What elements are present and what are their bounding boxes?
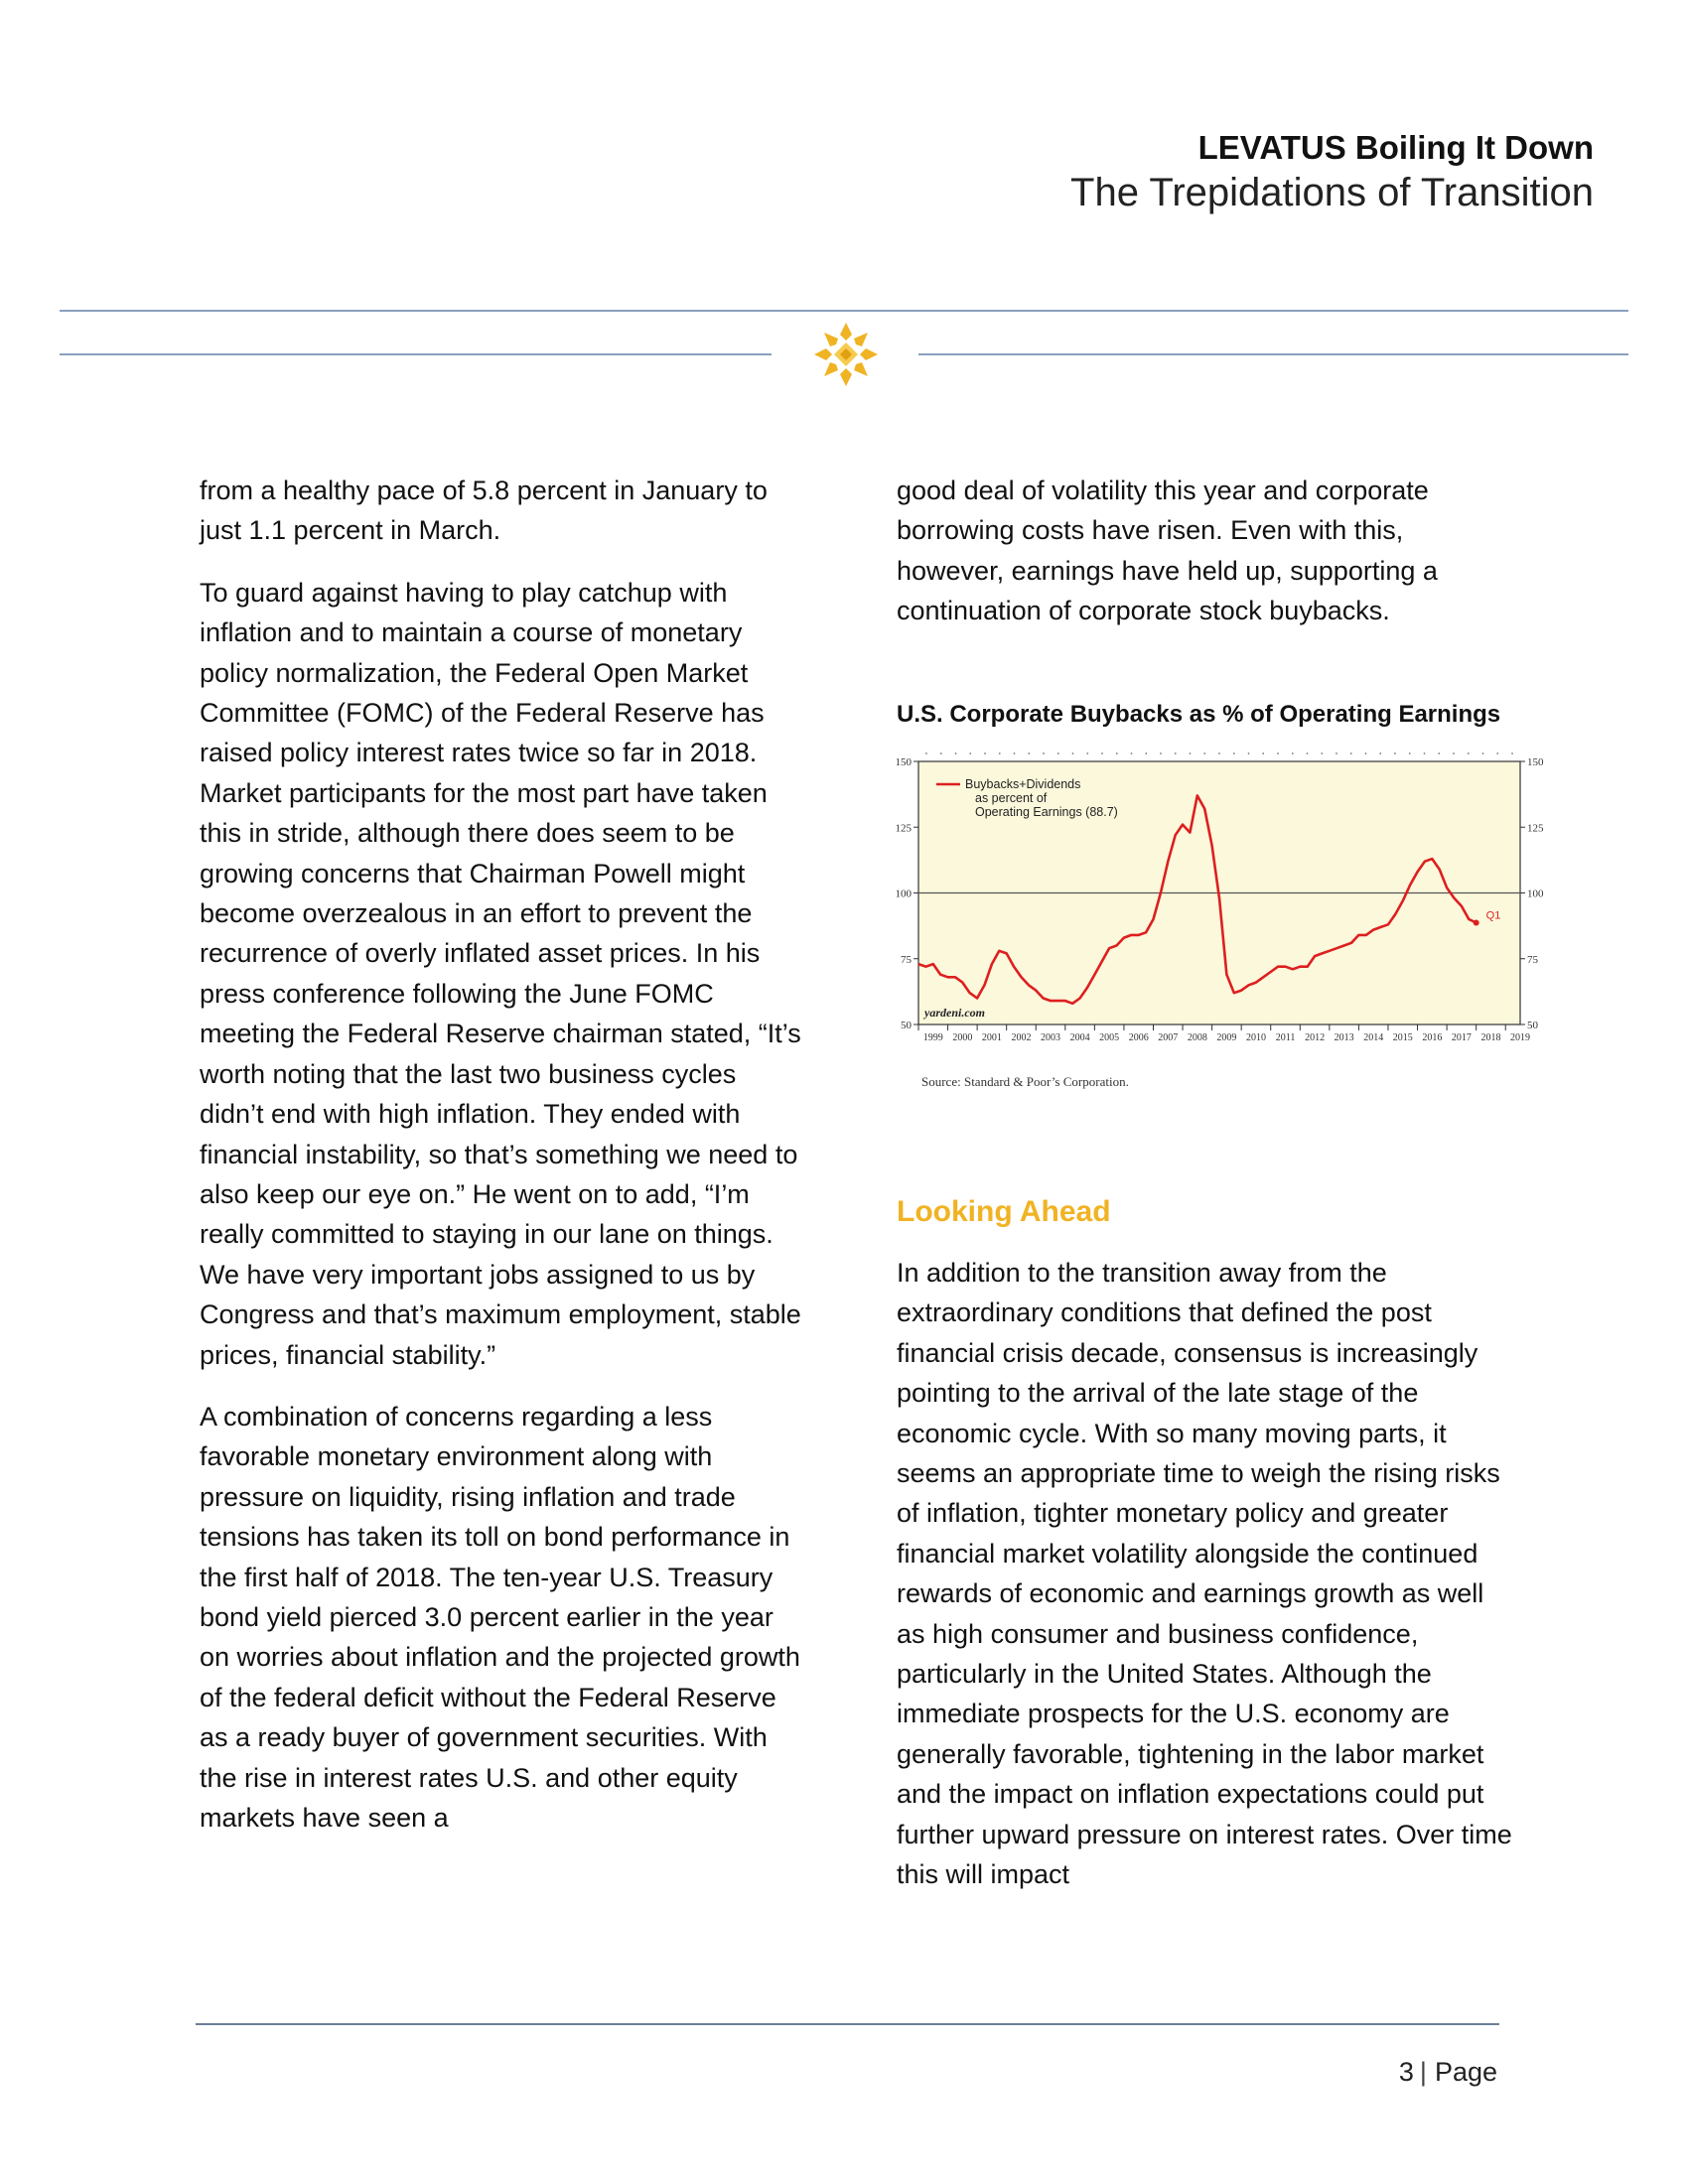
top-dot [1409, 752, 1411, 754]
top-dot [1379, 752, 1381, 754]
top-dot [1453, 752, 1455, 754]
left-text-column [200, 471, 805, 1859]
chart-source-note: Source: Standard & Poor’s Corporation. [921, 1074, 1129, 1089]
chart-title: U.S. Corporate Buybacks as % of Operating Earnings [897, 701, 1501, 728]
top-dot [1438, 752, 1440, 754]
top-dot [1277, 752, 1279, 754]
top-dot [1468, 752, 1470, 754]
compass-star-logo-icon [812, 321, 880, 388]
top-dot [1307, 752, 1309, 754]
end-point-marker [1474, 919, 1479, 925]
x-tick-label: 2001 [981, 1032, 1002, 1043]
watermark-yardeni: yardeni.com [924, 1006, 985, 1020]
top-dot [1218, 752, 1220, 754]
top-dot [925, 752, 927, 754]
paragraph: from a healthy pace of 5.8 percent in January to just 1.1 percent in March. [200, 476, 768, 546]
top-dot [1028, 752, 1030, 754]
top-dot [1160, 752, 1162, 754]
page-label: Page [1434, 2057, 1497, 2087]
header-rule-left [60, 353, 772, 355]
paragraph: To guard against having to play catchup with inflation and to maintain a course of monetary policy normalization, the Federal Open Market Committee (FOMC) of the Federal Reserve has raised policy interest rates twice so far in 2018. Market participants for the most part have taken this in stride, although there does seem to be growing concerns that Chairman Powell might become overzealous in an effort to prevent the recurrence of overly inflated asset prices. In his press conference following the June FOMC meeting the Federal Reserve chairman stated, “It’s worth noting that the last two business cycles didn’t end with high inflation. They ended with financial instability, so that’s something we need to also keep our eye on.” He went on to add, “I’m really committed to staying in our lane on things. We have very important jobs assigned to us by Congress and that’s maximum employment, stable prices, financial stability.” [200, 577, 801, 1370]
x-tick-label: 2017 [1451, 1032, 1472, 1043]
header-rule-top [60, 310, 1628, 312]
top-dot [940, 752, 942, 754]
top-dot [1424, 752, 1426, 754]
x-tick-label: 2013 [1334, 1032, 1354, 1043]
end-annotation-q1: Q1 [1485, 909, 1501, 922]
buybacks-line-chart [889, 745, 1544, 1072]
footer-rule [196, 2023, 1499, 2025]
top-dot [1336, 752, 1337, 754]
page-number: 3 [1398, 2057, 1414, 2087]
y-tick-label-left: 75 [901, 953, 912, 966]
paragraph: A combination of concerns regarding a less favorable monetary environment along with pressure on liquidity, rising inflation and trade tensions has taken its toll on bond performance in the first half of 2018. The ten-year U.S. Treasury bond yield pierced 3.0 percent earlier in the year on worries about inflation and the projected growth of the federal deficit without the Federal Reserve as a ready buyer of government securities. With the rise in interest rates U.S. and other equity markets have seen a [200, 1401, 800, 1833]
header-rule-right [918, 353, 1628, 355]
x-tick-label: 2015 [1392, 1032, 1413, 1043]
top-dot [1131, 752, 1133, 754]
top-dot [955, 752, 957, 754]
top-dot [1043, 752, 1045, 754]
top-dot [1014, 752, 1016, 754]
y-tick-label-right: 150 [1527, 756, 1544, 768]
legend-text: Buybacks+Dividends [965, 777, 1081, 791]
y-tick-label-right: 125 [1527, 822, 1544, 835]
x-tick-label: 2014 [1363, 1032, 1384, 1043]
y-tick-label-left: 100 [895, 887, 912, 900]
x-tick-label: 2007 [1158, 1032, 1179, 1043]
top-dot [984, 752, 986, 754]
x-tick-label: 2018 [1480, 1032, 1501, 1043]
x-tick-label: 2012 [1305, 1032, 1326, 1043]
x-tick-label: 2003 [1041, 1032, 1061, 1043]
right-text-column-body [897, 1253, 1512, 1917]
x-tick-label: 2002 [1011, 1032, 1032, 1043]
top-dot [1116, 752, 1118, 754]
x-tick-label: 2000 [952, 1032, 973, 1043]
y-tick-label-left: 125 [895, 822, 912, 835]
x-tick-label: 2019 [1510, 1032, 1530, 1043]
top-dot [1248, 752, 1250, 754]
top-dot [1175, 752, 1177, 754]
top-dot [1101, 752, 1103, 754]
top-dot [1482, 752, 1484, 754]
x-tick-label: 2005 [1099, 1032, 1120, 1043]
document-header-subtitle: The Trepidations of Transition [1070, 171, 1594, 214]
y-tick-label-right: 50 [1527, 1020, 1538, 1031]
top-dot [1086, 752, 1088, 754]
x-tick-label: 2006 [1128, 1032, 1149, 1043]
right-text-column-intro [897, 471, 1512, 653]
x-tick-label: 1999 [922, 1032, 943, 1043]
paragraph: good deal of volatility this year and corporate borrowing costs have risen. Even with this, however, earnings have held up, supporting a continuation of corporate stock buybacks. [897, 476, 1438, 626]
top-dot [1321, 752, 1323, 754]
top-dot [1233, 752, 1235, 754]
top-dot [1365, 752, 1367, 754]
document-header-title: LEVATUS Boiling It Down [1197, 129, 1594, 166]
x-tick-label: 2008 [1187, 1032, 1207, 1043]
x-tick-label: 2004 [1069, 1032, 1090, 1043]
top-dot [999, 752, 1001, 754]
x-tick-label: 2009 [1216, 1032, 1237, 1043]
top-dot [1511, 752, 1513, 754]
y-tick-label-right: 100 [1527, 887, 1544, 900]
top-dot [1203, 752, 1205, 754]
top-dot [1496, 752, 1498, 754]
top-dot [1262, 752, 1264, 754]
x-tick-label: 2011 [1275, 1032, 1296, 1043]
page-separator: | [1419, 2057, 1427, 2087]
section-heading-looking-ahead: Looking Ahead [897, 1195, 1111, 1228]
top-dot [1145, 752, 1147, 754]
top-dot [1072, 752, 1074, 754]
paragraph: In addition to the transition away from the extraordinary conditions that defined the post financial crisis decade, consensus is increasingly pointing to the arrival of the late stage of the economic cycle. With so many moving parts, it seems an appropriate time to weigh the rising risks of inflation, tighter monetary policy and greater financial market volatility alongside the continued rewards of economic and earnings growth as well as high consumer and business confidence, particularly in the United States. Although the immediate prospects for the U.S. economy are generally favorable, tightening in the labor market and the impact on inflation expectations could put further upward pressure on interest rates. Over time this will impact [897, 1258, 1512, 1890]
top-dot [1292, 752, 1294, 754]
y-tick-label-left: 50 [901, 1020, 912, 1031]
x-tick-label: 2016 [1422, 1032, 1443, 1043]
legend-text: Operating Earnings (88.7) [975, 805, 1118, 819]
top-dot [1057, 752, 1059, 754]
legend-text: as percent of [975, 791, 1048, 805]
page-number-footer [1399, 2057, 1497, 2088]
x-tick-label: 2010 [1245, 1032, 1266, 1043]
y-tick-label-left: 150 [895, 756, 912, 768]
top-dot [1394, 752, 1396, 754]
top-dot [1350, 752, 1352, 754]
top-dot [1190, 752, 1192, 754]
y-tick-label-right: 75 [1527, 953, 1538, 966]
top-dot [969, 752, 971, 754]
